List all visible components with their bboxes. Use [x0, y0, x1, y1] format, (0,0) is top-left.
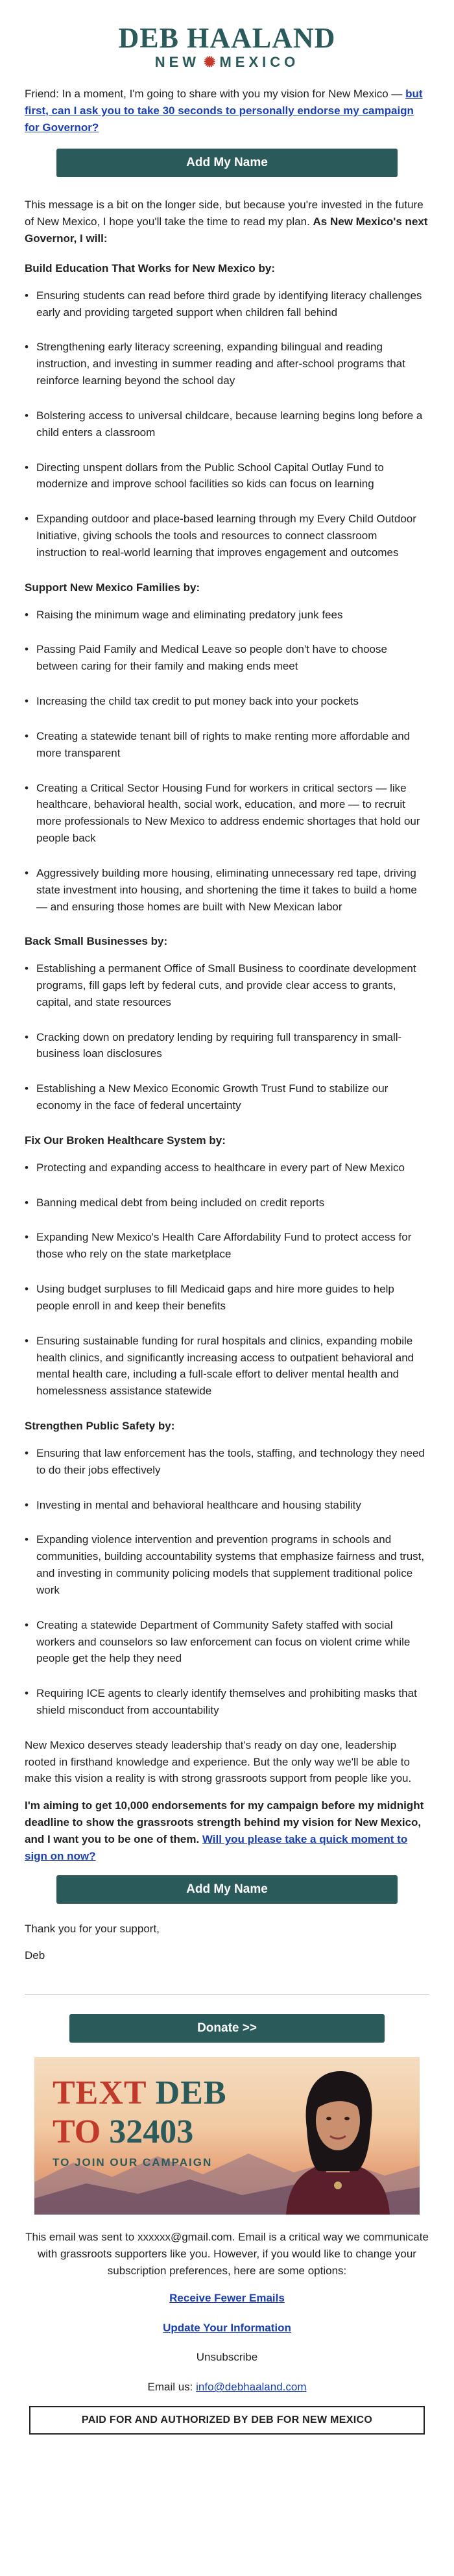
- sign-on-link[interactable]: Will you please take a quick moment to sign on now?: [25, 1832, 408, 1862]
- section-heading: Support New Mexico Families by:: [25, 581, 200, 594]
- bottom-spacer: [25, 2435, 429, 2493]
- banner-to-word: TO: [53, 2113, 110, 2151]
- list-item: • Creating a Critical Sector Housing Fund for workers in critical sectors — like healthcare, behavioral health, social work, education, and more — to recruit more professionals to New Mexico to address endemic shortages that hold our people back: [25, 780, 429, 847]
- donate-row: [25, 2014, 429, 2043]
- section-list: [25, 1160, 429, 1400]
- list-item: • Increasing the child tax credit to put money back into your pockets: [25, 693, 429, 710]
- add-my-name-button-bottom[interactable]: Add My Name: [56, 1875, 398, 1904]
- list-item: • Establishing a permanent Office of Small Business to coordinate development programs, fill gaps left by federal cuts, and provide clear access to grants, capital, and state resources: [25, 960, 429, 1010]
- list-item: • Bolstering access to universal childcare, because learning begins long before a child enters a classroom: [25, 407, 429, 441]
- list-item: • Creating a statewide Department of Community Safety staffed with social workers and counselors so law enforcement can focus on violent crime while people get the help they need: [25, 1617, 429, 1667]
- intro-paragraph: [25, 86, 429, 136]
- banner-line-1: [53, 2076, 227, 2110]
- lead-paragraph: [25, 197, 429, 247]
- email-us-label: Email us:: [147, 2381, 197, 2394]
- top-cta-row: [25, 149, 429, 177]
- banner-shortcode: 32403: [109, 2113, 194, 2151]
- email-us-link[interactable]: info@debhaaland.com: [196, 2381, 307, 2394]
- list-item: • Establishing a New Mexico Economic Growth Trust Fund to stabilize our economy in the face of federal uncertainty: [25, 1080, 429, 1114]
- list-item: • Directing unspent dollars from the Public School Capital Outlay Fund to modernize and improve school facilities so kids can focus on learning: [25, 459, 429, 493]
- lead-text: This message is a bit on the longer side, but because you're invested in the future of New Mexico, I hope you'll take the time to read my plan.: [25, 199, 424, 228]
- add-my-name-button-top[interactable]: Add My Name: [56, 149, 398, 177]
- update-information-link[interactable]: Update Your Information: [163, 2321, 291, 2334]
- donate-button[interactable]: Donate >>: [69, 2014, 385, 2043]
- unsubscribe-link[interactable]: Unsubscribe: [196, 2351, 258, 2364]
- list-item: • Using budget surpluses to fill Medicaid gaps and hire more guides to help people enroll in and keep their benefits: [25, 1281, 429, 1315]
- list-item: • Expanding outdoor and place-based learning through my Every Child Outdoor Initiative, giving schools the tools and resources to connect classroom instruction to real-world learning that improves engagement and outcomes: [25, 511, 429, 561]
- thanks-text: Thank you for your support,: [25, 1922, 160, 1935]
- bottom-cta-row: [25, 1875, 429, 1904]
- section-heading: Build Education That Works for New Mexico by:: [25, 261, 276, 274]
- plan-sections: [25, 260, 429, 1719]
- banner-keyword: DEB: [155, 2074, 227, 2112]
- section-list: [25, 1445, 429, 1719]
- banner-text: [53, 2076, 227, 2168]
- list-item: • Banning medical debt from being included on credit reports: [25, 1195, 429, 1211]
- paid-for-disclaimer: PAID FOR AND AUTHORIZED BY DEB FOR NEW MEXICO: [29, 2406, 425, 2435]
- section-heading: Fix Our Broken Healthcare System by:: [25, 1134, 226, 1147]
- closing-paragraph: New Mexico deserves steady leadership that's ready on day one, leadership rooted in firsthand knowledge and experience. But the only way we'll be able to make this vision a reality is with strong grassroots support from people like you.: [25, 1738, 412, 1785]
- list-item: • Ensuring sustainable funding for rural hospitals and clinics, expanding mobile health clinics, and significantly increasing access to outpatient behavioral and mental health care, including a full-scale effort to deliver mental health and homelessness assistance statewide: [25, 1333, 429, 1400]
- email-footer: [25, 2229, 429, 2435]
- logo-subtitle: [25, 53, 429, 71]
- email-us-line: [25, 2379, 429, 2396]
- section-heading: Strengthen Public Safety by:: [25, 1420, 175, 1433]
- list-item: • Investing in mental and behavioral healthcare and housing stability: [25, 1497, 429, 1514]
- signature: Deb: [25, 1949, 45, 1962]
- section-list: [25, 960, 429, 1114]
- section-divider: [25, 1994, 429, 1995]
- section-list: [25, 607, 429, 916]
- section-list: [25, 287, 429, 561]
- endorse-link[interactable]: but first, can I ask you to take 30 seconds to personally endorse my campaign for Governor?: [25, 88, 423, 134]
- list-item: • Expanding New Mexico's Health Care Affordability Fund to protect access for those who rely on the state marketplace: [25, 1229, 429, 1263]
- list-item: • Strengthening early literacy screening, expanding bilingual and reading instruction, and investing in summer reading and after-school programs that reinforce learning beyond the school day: [25, 339, 429, 389]
- zia-sun-icon: ✺: [204, 54, 216, 70]
- banner-line-3: TO JOIN OUR CAMPAIGN: [53, 2156, 213, 2169]
- logo-sub-right: MEXICO: [219, 54, 300, 70]
- footer-notice: This email was sent to xxxxxx@gmail.com. Email is a critical way we communicate with grassroots supporters like you. However, if you would like to change your subscription preferences, here are some options:: [25, 2231, 429, 2277]
- banner-text-word: TEXT: [53, 2074, 156, 2112]
- logo-sub-left: NEW: [154, 54, 200, 70]
- banner-line-2: [53, 2115, 227, 2149]
- list-item: • Creating a statewide tenant bill of rights to make renting more affordable and more transparent: [25, 728, 429, 762]
- text-to-join-banner[interactable]: [34, 2057, 420, 2215]
- section-heading: Back Small Businesses by:: [25, 935, 168, 948]
- list-item: • Ensuring students can read before third grade by identifying literacy challenges early and providing targeted support when children fall behind: [25, 287, 429, 321]
- receive-fewer-emails-link[interactable]: Receive Fewer Emails: [169, 2291, 285, 2304]
- candidate-portrait-icon: [273, 2057, 403, 2215]
- list-item: • Aggressively building more housing, eliminating unnecessary red tape, driving state investment into housing, and shortening the time it takes to build a home — and ensuring those homes are built with New Mexican labor: [25, 865, 429, 915]
- list-item: • Ensuring that law enforcement has the tools, staffing, and technology they need to do their jobs effectively: [25, 1445, 429, 1479]
- list-item: • Protecting and expanding access to healthcare in every part of New Mexico: [25, 1160, 429, 1176]
- ask-paragraph: [25, 1797, 429, 1864]
- lead-bold: As New Mexico's next Governor, I will:: [25, 215, 428, 245]
- list-item: • Expanding violence intervention and prevention programs in schools and communities, building accountability systems that emphasize fairness and trust, and investing in community policing models that supplement traditional police work: [25, 1531, 429, 1598]
- ask-bold: I'm aiming to get 10,000 endorsements for my campaign before my midnight deadline to show the grassroots strength behind my vision for New Mexico, and I want you to be one of them.: [25, 1799, 424, 1845]
- list-item: • Cracking down on predatory lending by requiring full transparency in small-business loan disclosures: [25, 1029, 429, 1063]
- intro-text: Friend: In a moment, I'm going to share with you my vision for New Mexico —: [25, 88, 406, 100]
- list-item: • Raising the minimum wage and eliminating predatory junk fees: [25, 607, 429, 624]
- campaign-logo: [25, 0, 429, 86]
- list-item: • Requiring ICE agents to clearly identify themselves and prohibiting masks that shield misconduct from accountability: [25, 1685, 429, 1719]
- list-item: • Passing Paid Family and Medical Leave so people don't have to choose between caring for their family and making ends meet: [25, 641, 429, 675]
- logo-name: DEB HAALAND: [118, 22, 336, 54]
